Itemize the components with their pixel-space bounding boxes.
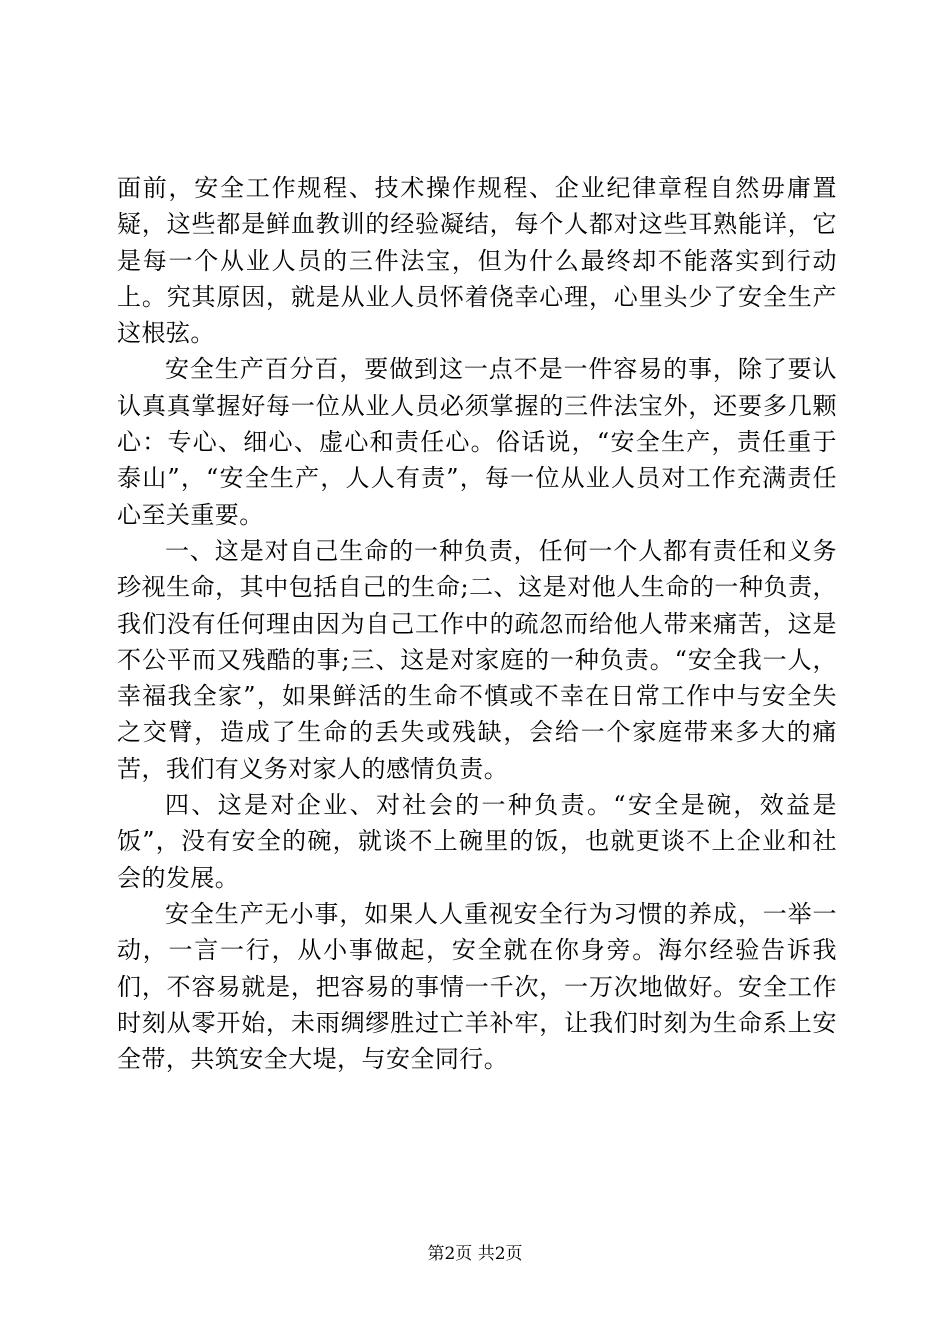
paragraph-responsibility-enterprise: 四、这是对企业、对社会的一种负责。“安全是碗，效益是饭”，没有安全的碗，就谈不上碗里的饭，也就更谈不上企业和社会的发展。 — [117, 791, 837, 892]
page-footer — [0, 1243, 950, 1265]
document-body — [117, 170, 837, 1077]
paragraph-safety-percent: 安全生产百分百，要做到这一点不是一件容易的事，除了要认认真真掌握好每一位从业人员必须掌握的三件法宝外，还要多几颗心：专心、细心、虚心和责任心。俗话说，“安全生产，责任重于泰山”，“安全生产，人人有责”，每一位从业人员对工作充满责任心至关重要。 — [117, 355, 837, 529]
paragraph-conclusion: 安全生产无小事，如果人人重视安全行为习惯的养成，一举一动，一言一行，从小事做起，安全就在你身旁。海尔经验告诉我们，不容易就是，把容易的事情一千次，一万次地做好。安全工作时刻从零开始，未雨绸缪胜过亡羊补牢，让我们时刻为生命系上安全带，共筑安全大堤，与安全同行。 — [117, 899, 837, 1074]
paragraph-responsibility-self-others-family: 一、这是对自己生命的一种负责，任何一个人都有责任和义务珍视生命，其中包括自己的生命;二、这是对他人生命的一种负责，我们没有任何理由因为自己工作中的疏忽而给他人带来痛苦，这是不公平而又残酷的事;三、这是对家庭的一种负责。“安全我一人，幸福我全家”，如果鲜活的生命不慎或不幸在日常工作中与安全失之交臂，造成了生命的丢失或残缺，会给一个家庭带来多大的痛苦，我们有义务对家人的感情负责。 — [117, 536, 837, 783]
paragraph-continuation: 面前，安全工作规程、技术操作规程、企业纪律章程自然毋庸置疑，这些都是鲜血教训的经验凝结，每个人都对这些耳熟能详，它是每一个从业人员的三件法宝，但为什么最终却不能落实到行动上。究其原因，就是从业人员怀着侥幸心理，心里头少了安全生产这根弦。 — [117, 174, 837, 348]
page-number-label: 第2页 共2页 — [427, 1244, 523, 1264]
